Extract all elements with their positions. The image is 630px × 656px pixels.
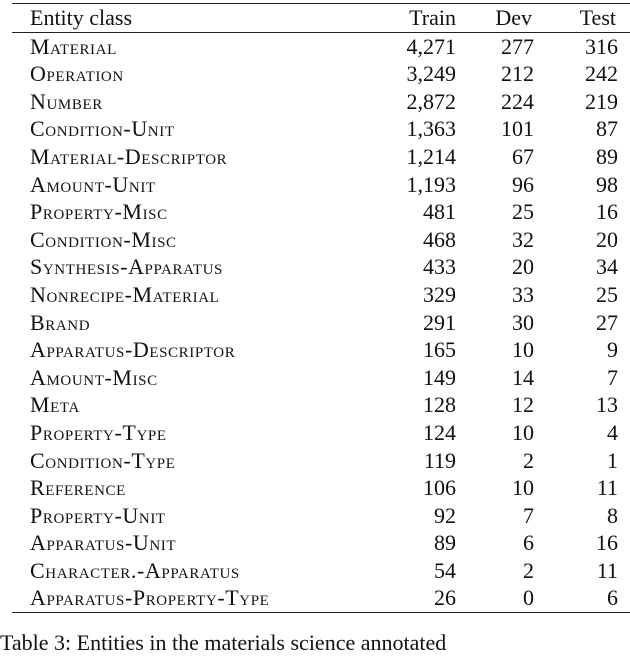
cell-entity-class: Character.-Apparatus [30, 557, 240, 583]
cell-dev-count: 101 [501, 116, 534, 142]
cell-dev-count: 33 [512, 281, 534, 307]
header-test: Test [579, 5, 616, 30]
cell-dev-count: 96 [512, 171, 534, 197]
table-row [12, 115, 630, 143]
cell-test-count: 25 [596, 281, 618, 307]
cell-entity-class: Property-Type [30, 419, 167, 445]
cell-train-count: 1,193 [406, 171, 456, 197]
entity-class-table [12, 3, 630, 613]
cell-dev-count: 2 [523, 447, 534, 473]
cell-entity-class: Meta [30, 392, 80, 418]
cell-train-count: 165 [423, 337, 456, 363]
cell-train-count: 2,872 [406, 88, 456, 114]
cell-train-count: 124 [423, 419, 456, 445]
cell-test-count: 6 [607, 585, 618, 611]
table-row [12, 474, 630, 502]
cell-dev-count: 0 [523, 585, 534, 611]
cell-test-count: 11 [596, 475, 618, 501]
cell-test-count: 242 [585, 61, 618, 87]
cell-dev-count: 14 [512, 364, 534, 390]
cell-test-count: 11 [596, 557, 618, 583]
cell-test-count: 98 [596, 171, 618, 197]
cell-dev-count: 10 [512, 337, 534, 363]
table-row [12, 281, 630, 309]
cell-test-count: 16 [596, 530, 618, 556]
cell-train-count: 329 [423, 281, 456, 307]
cell-entity-class: Material-Descriptor [30, 143, 228, 169]
cell-train-count: 26 [434, 585, 456, 611]
header-row [12, 4, 630, 33]
table-row [12, 171, 630, 199]
cell-train-count: 54 [434, 557, 456, 583]
cell-entity-class: Apparatus-Property-Type [30, 585, 270, 611]
cell-dev-count: 67 [512, 143, 534, 169]
cell-test-count: 89 [596, 143, 618, 169]
cell-test-count: 16 [596, 199, 618, 225]
cell-test-count: 4 [607, 419, 618, 445]
cell-entity-class: Amount-Unit [30, 171, 156, 197]
cell-dev-count: 212 [501, 61, 534, 87]
cell-dev-count: 224 [501, 88, 534, 114]
header-train: Train [409, 5, 456, 30]
table-row [12, 88, 630, 116]
cell-dev-count: 7 [523, 502, 534, 528]
cell-entity-class: Property-Unit [30, 502, 166, 528]
cell-dev-count: 20 [512, 254, 534, 280]
cell-entity-class: Number [30, 88, 103, 114]
cell-dev-count: 2 [523, 557, 534, 583]
cell-test-count: 7 [607, 364, 618, 390]
table-row [12, 253, 630, 281]
cell-train-count: 4,271 [406, 33, 456, 59]
cell-dev-count: 32 [512, 226, 534, 252]
cell-entity-class: Condition-Misc [30, 226, 177, 252]
table-row [12, 419, 630, 447]
table-header [12, 4, 630, 33]
cell-dev-count: 25 [512, 199, 534, 225]
table-row [12, 32, 630, 60]
cell-entity-class: Amount-Misc [30, 364, 158, 390]
table-row [12, 447, 630, 475]
table-row [12, 60, 630, 88]
cell-entity-class: Brand [30, 309, 91, 335]
cell-train-count: 433 [423, 254, 456, 280]
cell-train-count: 481 [423, 199, 456, 225]
cell-entity-class: Material [30, 33, 117, 59]
cell-train-count: 291 [423, 309, 456, 335]
cell-train-count: 128 [423, 392, 456, 418]
cell-entity-class: Condition-Type [30, 447, 176, 473]
header-dev: Dev [495, 5, 532, 30]
cell-dev-count: 6 [523, 530, 534, 556]
cell-test-count: 1 [607, 447, 618, 473]
cell-train-count: 89 [434, 530, 456, 556]
entity-table-container [12, 3, 618, 613]
table-row [12, 502, 630, 530]
cell-test-count: 8 [607, 502, 618, 528]
table-caption: Table 3: Entities in the materials science annotated [0, 630, 447, 655]
cell-test-count: 9 [607, 337, 618, 363]
cell-test-count: 87 [596, 116, 618, 142]
table-row [12, 529, 630, 557]
cell-test-count: 13 [596, 392, 618, 418]
table-row [12, 557, 630, 585]
cell-dev-count: 30 [512, 309, 534, 335]
cell-train-count: 3,249 [406, 61, 456, 87]
cell-entity-class: Reference [30, 475, 126, 501]
cell-entity-class: Property-Misc [30, 199, 168, 225]
cell-test-count: 34 [596, 254, 618, 280]
cell-train-count: 468 [423, 226, 456, 252]
table-row [12, 226, 630, 254]
cell-test-count: 20 [596, 226, 618, 252]
table-row [12, 143, 630, 171]
cell-entity-class: Condition-Unit [30, 116, 175, 142]
table-row [12, 364, 630, 392]
cell-train-count: 119 [423, 447, 456, 473]
cell-test-count: 219 [585, 88, 618, 114]
cell-train-count: 149 [423, 364, 456, 390]
cell-entity-class: Apparatus-Unit [30, 530, 177, 556]
cell-dev-count: 10 [512, 475, 534, 501]
table-row [12, 391, 630, 419]
cell-train-count: 92 [434, 502, 456, 528]
cell-dev-count: 12 [512, 392, 534, 418]
table-row [12, 584, 630, 612]
table-body [12, 32, 630, 612]
table-row [12, 198, 630, 226]
cell-entity-class: Operation [30, 61, 124, 87]
cell-entity-class: Nonrecipe-Material [30, 281, 220, 307]
cell-test-count: 316 [585, 33, 618, 59]
cell-entity-class: Apparatus-Descriptor [30, 337, 236, 363]
cell-train-count: 1,214 [406, 143, 456, 169]
cell-test-count: 27 [596, 309, 618, 335]
header-entity-class: Entity class [30, 5, 133, 30]
cell-dev-count: 277 [501, 33, 534, 59]
table-row [12, 309, 630, 337]
table-row [12, 336, 630, 364]
cell-train-count: 1,363 [406, 116, 456, 142]
cell-dev-count: 10 [512, 419, 534, 445]
cell-entity-class: Synthesis-Apparatus [30, 254, 224, 280]
cell-train-count: 106 [423, 475, 456, 501]
